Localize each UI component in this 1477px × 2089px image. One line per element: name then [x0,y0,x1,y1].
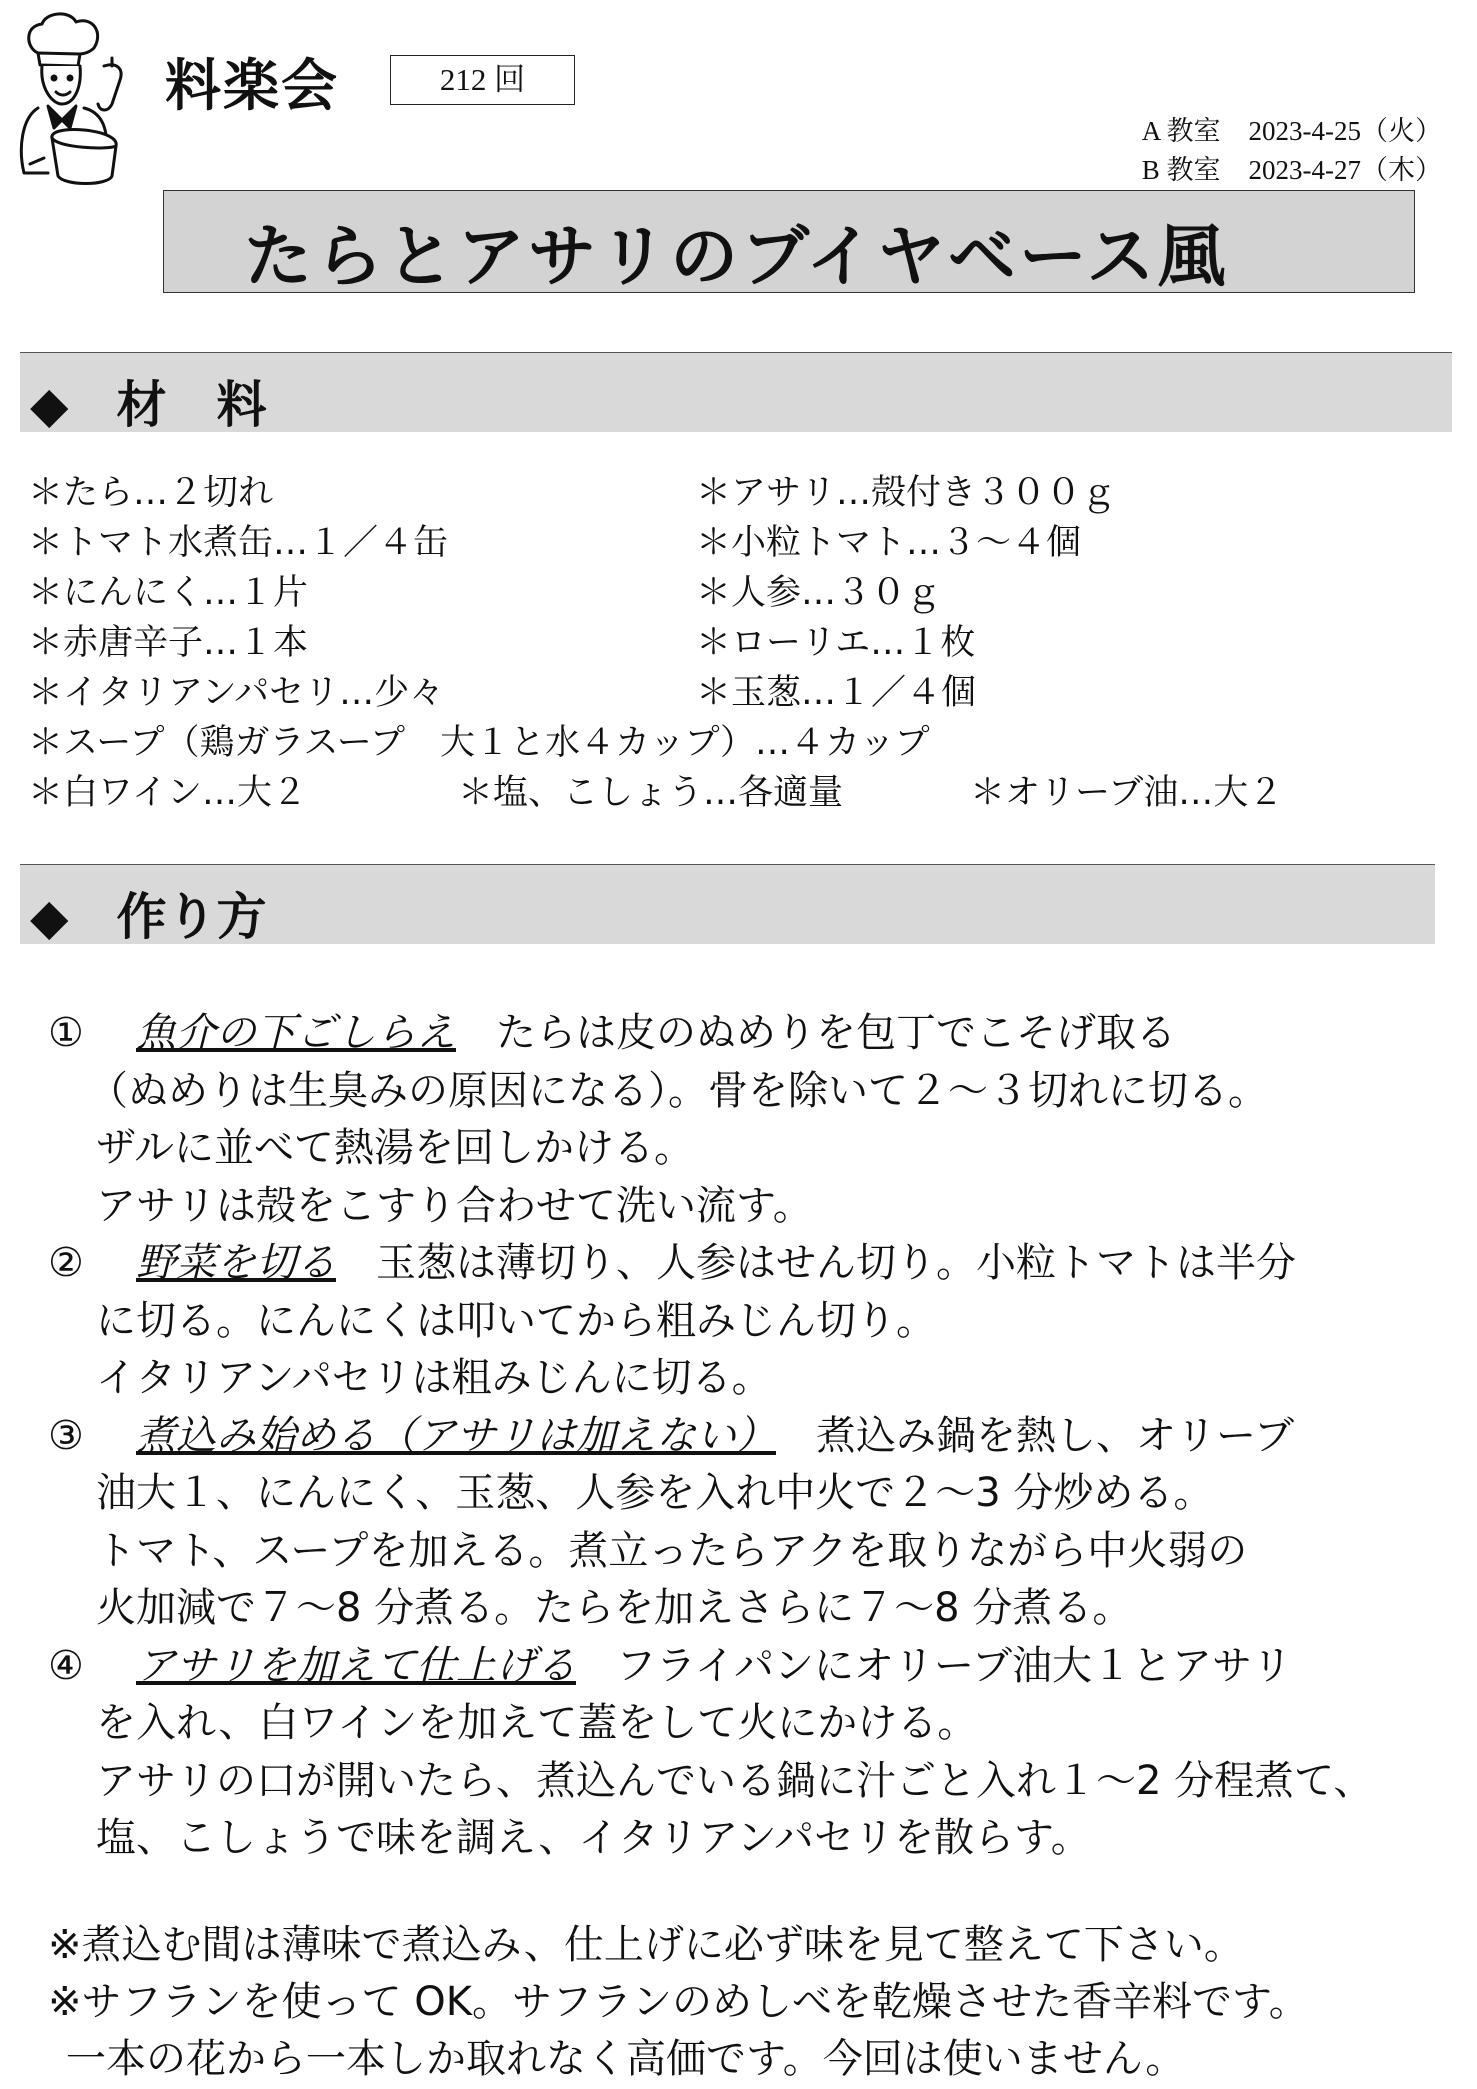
class-date: 2023-4-27（木） [1248,155,1442,185]
step-text: に切る。にんにくは叩いてから粗みじん切り。 [96,1297,936,1344]
note: ※煮込む間は薄味で煮込み、仕上げに必ず味を見て整えて下さい。 [48,1922,1244,1968]
ingredient-item: ＊人参…３０ｇ [696,573,942,613]
step-1 [48,1005,1373,1063]
step-subtitle: 野菜を切る [136,1240,336,1286]
class-date: 2023-4-25（火） [1248,116,1442,146]
class-room: B 教室 [1141,155,1221,185]
notes [48,1917,1309,2088]
chef-mascot-icon [8,8,138,188]
step-subtitle: 煮込み始める（アサリは加えない） [136,1412,776,1459]
ingredient-item: ＊アサリ…殻付き３００ｇ [696,473,1117,513]
ingredient-item: ＊塩、こしょう…各適量 [458,773,844,813]
step-4 [48,1638,1373,1696]
class-row-a [1142,112,1442,151]
step-number: ① [48,1010,84,1056]
step-number: ③ [48,1412,84,1459]
step-2 [48,1235,1373,1293]
class-row-b [1142,151,1442,190]
step-text: たらは皮のぬめりを包丁でこそげ取る [496,1010,1176,1056]
ingredient-item: ＊オリーブ油…大２ [970,773,1284,813]
step-number: ② [48,1240,84,1286]
class-room: A 教室 [1141,116,1221,146]
ingredient-item: ＊小粒トマト…３～４個 [696,523,1082,563]
step-text: （ぬめりは生臭みの原因になる）。骨を除いて２～３切れに切る。 [88,1067,1268,1114]
method-header [20,864,1435,944]
recipe-title-box [163,190,1415,297]
diamond-icon: ◆ [30,376,69,434]
step-text: を入れ、白ワインを加えて蓋をして火にかける。 [96,1700,978,1746]
ingredients-header [20,352,1452,432]
step-text: イタリアンパセリは粗みじんに切る。 [96,1355,772,1401]
step-subtitle: 魚介の下ごしらえ [136,1010,456,1056]
ingredient-item: ＊にんにく…１片 [28,573,309,613]
step-text: 塩、こしょうで味を調え、イタリアンパセリを散らす。 [96,1815,1091,1861]
step-subtitle: アサリを加えて仕上げる [136,1642,576,1689]
ingredient-item: ＊イタリアンパセリ…少々 [28,673,445,713]
step-text: アサリの口が開いたら、煮込んでいる鍋に汁ごと入れ１～2 分程煮て、 [96,1757,1374,1804]
club-name: 料楽会 [165,54,339,119]
class-dates [1142,112,1442,190]
step-text: トマト、スープを加える。煮立ったらアクを取りながら中火弱の [96,1527,1248,1574]
ingredient-item: ＊ローリエ…１枚 [696,623,976,663]
session-number: 212 回 [390,55,575,105]
step-text: ザルに並べて熱湯を回しかける。 [96,1125,694,1171]
note: ※サフランを使って OK。サフランのめしべを乾燥させた香辛料です。 [48,1979,1309,2025]
ingredient-item: ＊白ワイン…大２ [28,773,307,813]
recipe-title: たらとアサリのブイヤベース風 [244,218,1229,297]
diamond-icon: ◆ [30,888,69,946]
step-text: 玉葱は薄切り、人参はせん切り。小粒トマトは半分 [376,1240,1296,1286]
step-text: アサリは殻をこすり合わせて洗い流す。 [96,1182,813,1229]
method-heading: 作り方 [116,888,267,946]
ingredient-item: ＊玉葱…１／４個 [696,673,977,713]
step-number: ④ [48,1642,84,1689]
note: 一本の花から一本しか取れなく高価です。今回は使いません。 [66,2036,1186,2082]
step-text: 火加減で７～8 分煮る。たらを加えさらに７～8 分煮る。 [96,1585,1133,1631]
ingredient-item: ＊スープ（鶏ガラスープ 大１と水４カップ）…４カップ [28,723,930,763]
ingredient-item: ＊たら…２切れ [28,473,274,513]
ingredients-heading: 材 料 [116,376,267,434]
step-text: フライパンにオリーブ油大１とアサリ [616,1642,1292,1689]
step-3 [48,1408,1373,1466]
ingredient-item: ＊赤唐辛子…１本 [28,623,309,663]
ingredient-item: ＊トマト水煮缶…１／４缶 [28,523,449,563]
step-text: 油大１、にんにく、玉葱、人参を入れ中火で２～3 分炒める。 [96,1470,1214,1516]
method-steps [48,1005,1373,1868]
step-text: 煮込み鍋を熱し、オリーブ [816,1412,1294,1459]
